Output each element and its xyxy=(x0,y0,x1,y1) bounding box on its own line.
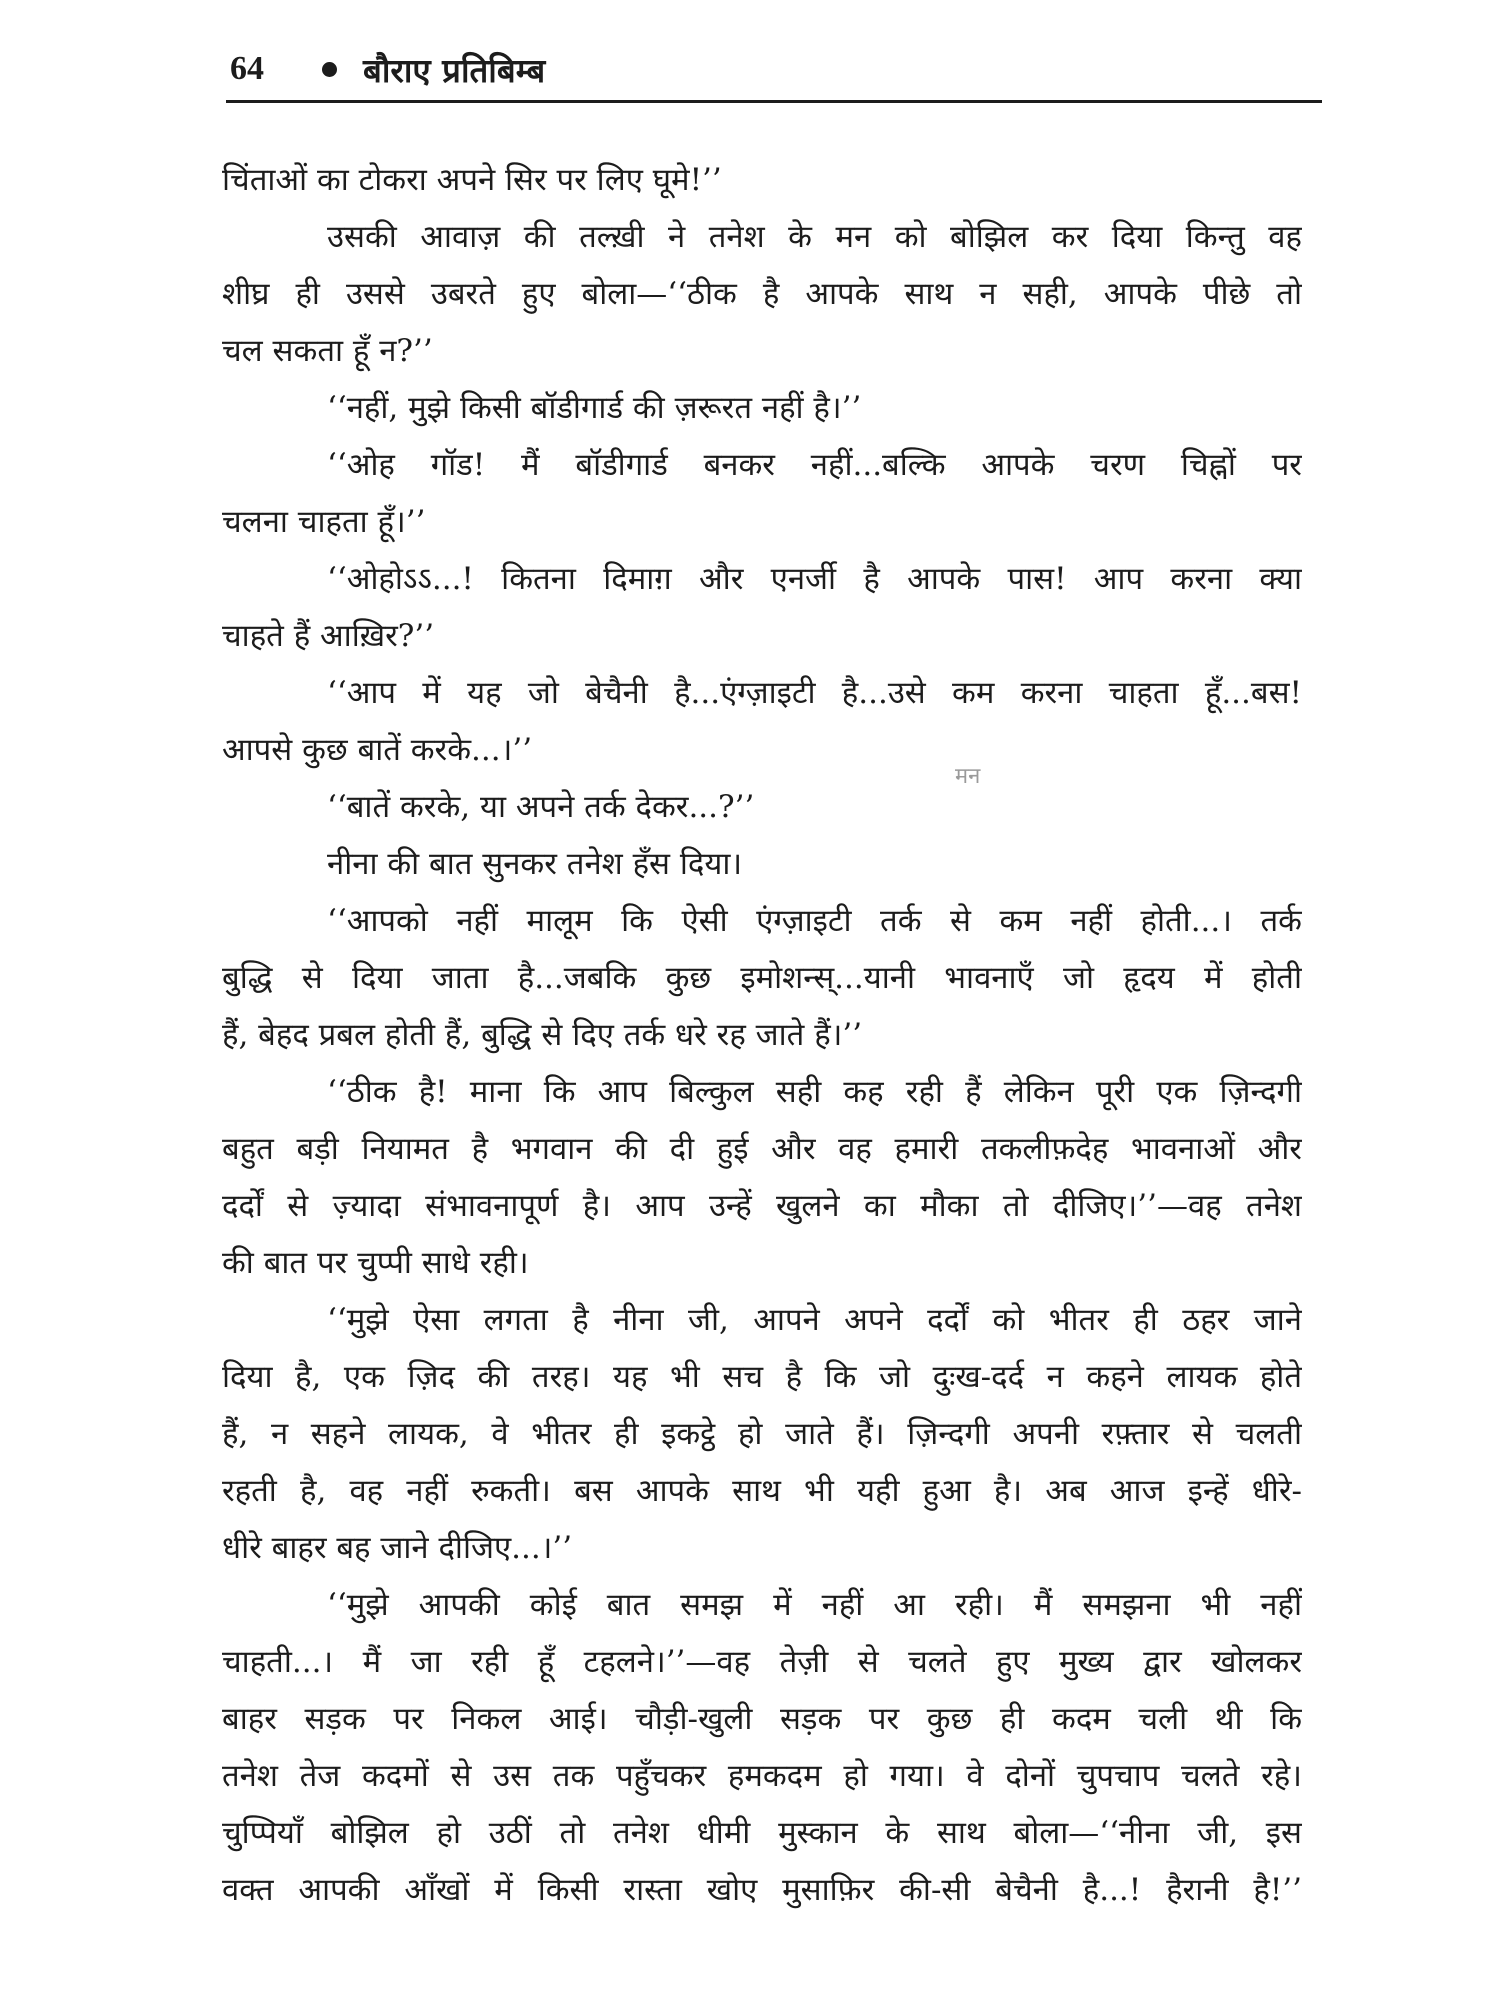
text-line: ‘‘नहीं, मुझे किसी बॉडीगार्ड की ज़रूरत नहीं है।’’ xyxy=(327,390,862,426)
text-line: ‘‘ओह गॉड! मैं बॉडीगार्ड बनकर नहीं...बल्कि आपके चरण चिह्नों पर xyxy=(327,447,1302,483)
text-line: हैं, न सहने लायक, वे भीतर ही इकट्ठे हो जाते हैं। ज़िन्दगी अपनी रफ़्तार से चलती xyxy=(222,1416,1302,1452)
text-line: उसकी आवाज़ की तल्ख़ी ने तनेश के मन को बोझिल कर दिया किन्तु वह xyxy=(327,219,1302,255)
text-line: बाहर सड़क पर निकल आई। चौड़ी-खुली सड़क पर कुछ ही कदम चली थी कि xyxy=(222,1701,1302,1737)
text-line: हैं, बेहद प्रबल होती हैं, बुद्धि से दिए तर्क धरे रह जाते हैं।’’ xyxy=(222,1017,863,1053)
text-line: धीरे बाहर बह जाने दीजिए...।’’ xyxy=(222,1530,573,1566)
header-rule xyxy=(226,100,1322,103)
text-line: तनेश तेज कदमों से उस तक पहुँचकर हमकदम हो गया। वे दोनों चुपचाप चलते रहे। xyxy=(222,1758,1302,1794)
text-line: ‘‘ओहोऽऽ...! कितना दिमाग़ और एनर्जी है आपके पास! आप करना क्या xyxy=(327,561,1302,597)
text-line: बुद्धि से दिया जाता है...जबकि कुछ इमोशन्स्...यानी भावनाएँ जो हृदय में होती xyxy=(222,960,1302,996)
text-line: की बात पर चुप्पी साधे रही। xyxy=(222,1245,529,1281)
text-line: दर्दों से ज़्यादा संभावनापूर्ण है। आप उन्हें खुलने का मौका तो दीजिए।’’—वह तनेश xyxy=(222,1188,1302,1224)
text-line: बहुत बड़ी नियामत है भगवान की दी हुई और वह हमारी तकलीफ़देह भावनाओं और xyxy=(222,1131,1302,1167)
text-line: चिंताओं का टोकरा अपने सिर पर लिए घूमे!’’ xyxy=(222,162,722,198)
text-line: नीना की बात सुनकर तनेश हँस दिया। xyxy=(327,846,743,882)
text-line: चलना चाहता हूँ।’’ xyxy=(222,504,426,540)
text-line: चाहती...। मैं जा रही हूँ टहलने।’’—वह तेज़ी से चलते हुए मुख्य द्वार खोलकर xyxy=(222,1644,1302,1680)
text-line: दिया है, एक ज़िद की तरह। यह भी सच है कि जो दुःख-दर्द न कहने लायक होते xyxy=(222,1359,1302,1395)
text-line: चाहते हैं आख़िर?’’ xyxy=(222,618,435,654)
text-line: ‘‘आपको नहीं मालूम कि ऐसी एंग्ज़ाइटी तर्क से कम नहीं होती...। तर्क xyxy=(327,903,1302,939)
text-line: चुप्पियाँ बोझिल हो उठीं तो तनेश धीमी मुस्कान के साथ बोला—‘‘नीना जी, इस xyxy=(222,1815,1302,1851)
running-header xyxy=(228,44,1318,94)
book-title: बौराए प्रतिबिम्ब xyxy=(363,50,546,90)
text-line: ‘‘मुझे ऐसा लगता है नीना जी, आपने अपने दर्दों को भीतर ही ठहर जाने xyxy=(327,1302,1302,1338)
text-line: ‘‘ठीक है! माना कि आप बिल्कुल सही कह रही हैं लेकिन पूरी एक ज़िन्दगी xyxy=(327,1074,1302,1110)
text-line: ‘‘आप में यह जो बेचैनी है...एंग्ज़ाइटी है...उसे कम करना चाहता हूँ...बस! xyxy=(327,675,1302,711)
text-line: शीघ्र ही उससे उबरते हुए बोला—‘‘ठीक है आपके साथ न सही, आपके पीछे तो xyxy=(222,276,1302,312)
text-line: ‘‘बातें करके, या अपने तर्क देकर...?’’ xyxy=(327,789,755,825)
text-line: वक्त आपकी आँखों में किसी रास्ता खोए मुसाफ़िर की-सी बेचैनी है...! हैरानी है!’’ xyxy=(222,1872,1302,1908)
text-line: चल सकता हूँ न?’’ xyxy=(222,333,433,369)
page-number: 64 xyxy=(230,50,264,87)
text-line: रहती है, वह नहीं रुकती। बस आपके साथ भी यही हुआ है। अब आज इन्हें धीरे- xyxy=(222,1473,1302,1509)
bullet-separator-icon xyxy=(322,62,337,77)
text-line: आपसे कुछ बातें करके...।’’ xyxy=(222,732,533,768)
body-text xyxy=(222,152,1302,1919)
text-line: ‘‘मुझे आपकी कोई बात समझ में नहीं आ रही। मैं समझना भी नहीं xyxy=(327,1587,1302,1623)
margin-smudge-text: मन xyxy=(955,764,981,789)
